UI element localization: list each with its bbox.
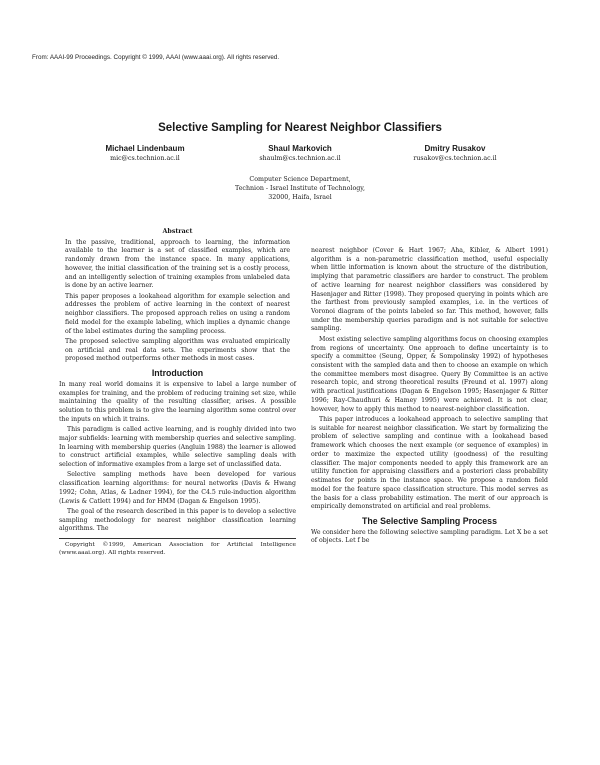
author-name: Michael Lindenbaum: [105, 144, 185, 153]
abstract: [59, 239, 296, 364]
footnote-text: Copyright ©1999, American Association for Artificial Intelligence (www.aaai.org). All rights reserved.: [59, 542, 296, 557]
body-paragraph: This paradigm is called active learning, and is roughly divided into two major subfields: learning with membership queries and selective sampling. In learning with membership queries (Angluin 1988) the learner is allowed to construct artificial examples, while selective sampling deals with selection of informative examples from a large set of unclassified data.: [59, 426, 296, 469]
author-name: Shaul Markovich: [268, 144, 332, 153]
affiliation-line: 32000, Haifa, Israel: [268, 193, 332, 201]
body-paragraph: The goal of the research described in this paper is to develop a selective sampling methodology for nearest neighbor classification learning algorithms. The: [59, 508, 296, 533]
abstract-paragraph: The proposed selective sampling algorithm was evaluated empirically on artificial and real data sets. The experiments show that the proposed method outperforms other methods in most cases.: [65, 338, 290, 363]
body-paragraph: Selective sampling methods have been developed for various classification learning algorithms: for neural networks (Davis & Hwang 1992; Cohn, Atlas, & Ladner 1994), for the C4.5 rule-induction algorithm (Lewis & Catlett 1994) and for HMM (Dagan & Engelson 1995).: [59, 471, 296, 505]
right-column: [311, 247, 548, 548]
body-paragraph: nearest neighbor (Cover & Hart 1967; Aha, Kibler, & Albert 1991) algorithm is a non-parametric classification method, useful especially when little information is known about the structure of the distribution, implying that parametric classifiers are harder to construct. The problem of active learning for nearest neighbor classifiers was considered by Hasenjager and Ritter (1998). They proposed querying in points which are the farthest from previously sampled examples, i.e. in the vertices of Voronoi diagram of the points labeled so far. This method, however, falls under the membership queries paradigm and is not suitable for selective sampling.: [311, 247, 548, 333]
author-email: mic@cs.technion.ac.il: [110, 155, 180, 162]
affiliation: [0, 176, 600, 202]
body-paragraph: We consider here the following selective sampling paradigm. Let X be a set of objects. Let f be: [311, 528, 548, 545]
author-list: [70, 144, 530, 162]
author-block: [225, 144, 375, 162]
author-block: [380, 144, 530, 162]
body-paragraph: In many real world domains it is expensive to label a large number of examples for training, and the problem of reducing training set size, while maintaining the quality of the resulting classifier, arises. A possible solution to this problem is to give the learning algorithm some control over the inputs on which it trains.: [59, 380, 296, 423]
copyright-footnote: [59, 538, 296, 557]
author-name: Dmitry Rusakov: [424, 144, 486, 153]
affiliation-line: Technion - Israel Institute of Technology,: [234, 184, 365, 192]
section-heading-selective-sampling: The Selective Sampling Process: [362, 515, 497, 526]
body-paragraph: Most existing selective sampling algorithms focus on choosing examples from regions of uncertainty. One approach to define uncertainty is to specify a committee (Seung, Opper, & Sompolinsky 1992) of hypotheses consistent with the sampled data and then to choose an example on which the committee members most disagree. Query By Committee is an active research topic, and strong theoretical results (Freund et al. 1997) along with practical justifications (Dagan & Engelson 1995; Hasenjager & Ritter 1996; Ray-Chaudhuri & Hamey 1995) were achieved. It is not clear, however, how to apply this method to nearest-neighbor classification.: [311, 335, 548, 413]
abstract-paragraph: In the passive, traditional, approach to learning, the information available to the learner is a set of classified examples, which are randomly drawn from the instance space. In many applications, however, the initial classification of the training set is a costly process, and an intelligently selection of training examples from unlabeled data is done by an active learner.: [65, 238, 290, 290]
left-column: [59, 228, 296, 559]
affiliation-line: Computer Science Department,: [249, 176, 351, 183]
author-block: [70, 144, 220, 162]
copyright-header: From: AAAI-99 Proceedings. Copyright © 1999, AAAI (www.aaai.org). All rights reserved.: [32, 54, 280, 61]
author-email: shaulm@cs.technion.ac.il: [259, 155, 341, 162]
author-email: rusakov@cs.technion.ac.il: [413, 155, 497, 162]
abstract-paragraph: This paper proposes a lookahead algorithm for example selection and addresses the problem of active learning in the context of nearest neighbor classifiers. The proposed approach relies on using a random field model for the example labeling, which implies a dynamic change of the label estimates during the sampling process.: [65, 292, 290, 335]
section-heading-introduction: Introduction: [151, 368, 204, 379]
abstract-heading: Abstract: [162, 228, 193, 235]
paper-title: Selective Sampling for Nearest Neighbor Classifiers: [158, 122, 442, 134]
body-paragraph: This paper introduces a lookahead approach to selective sampling that is suitable for nearest neighbor classification. We start by formalizing the problem of selective sampling and continue with a lookahead based framework which chooses the next example (or sequence of examples) in order to maximize the expected utility (goodness) of the resulting classifier. The major components needed to apply this framework are an utility function for appraising classifiers and a posteriori class probability estimates for points in the instance space. We propose a random field model for the feature space classification structure. This model serves as the basis for a class probability estimation. The merit of our approach is empirically demonstrated on artificial and real problems.: [311, 416, 548, 511]
